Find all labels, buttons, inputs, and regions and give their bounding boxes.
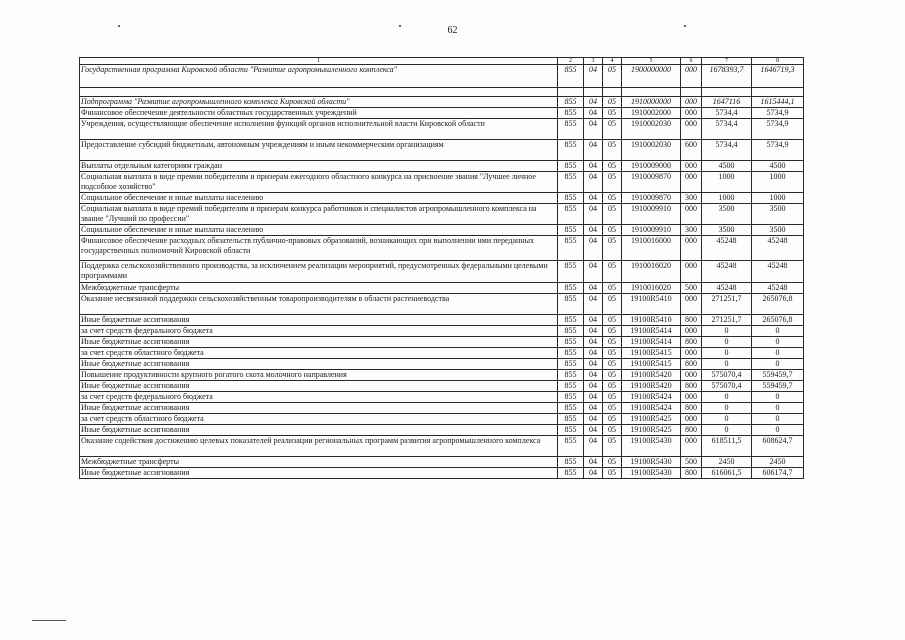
subsection-code-cell: 05: [603, 225, 622, 236]
subsection-code-cell: 05: [603, 468, 622, 479]
amount-year-1-cell: 0: [702, 326, 752, 337]
section-code-cell: 04: [584, 315, 603, 326]
amount-year-2-cell: 0: [752, 337, 804, 348]
admin-code-cell: 855: [558, 403, 584, 414]
subsection-code-cell: 05: [603, 261, 622, 283]
amount-year-1-cell: 271251,7: [702, 294, 752, 315]
admin-code-cell: 855: [558, 414, 584, 425]
amount-year-2-cell: 3500: [752, 204, 804, 225]
table-row: [80, 204, 804, 225]
expense-type-code-cell: 800: [681, 337, 702, 348]
section-code-cell: 04: [584, 468, 603, 479]
amount-year-1-cell: 45248: [702, 261, 752, 283]
amount-year-2-cell: 45248: [752, 236, 804, 261]
amount-year-2-cell: 45248: [752, 261, 804, 283]
target-item-code-cell: 1910016000: [622, 236, 681, 261]
amount-year-1-cell: 3500: [702, 225, 752, 236]
amount-year-2-cell: 0: [752, 414, 804, 425]
table-row: [80, 119, 804, 140]
subsection-code-cell: 05: [603, 108, 622, 119]
expense-type-code-cell: 000: [681, 436, 702, 457]
admin-code-cell: 855: [558, 236, 584, 261]
amount-year-2-cell: 0: [752, 348, 804, 359]
section-code-cell: 04: [584, 225, 603, 236]
admin-code-cell: 855: [558, 65, 584, 88]
amount-year-1-cell: 616061,5: [702, 468, 752, 479]
admin-code-cell: 855: [558, 172, 584, 193]
row-name-cell: Учреждения, осуществляющие обеспечение исполнения функций органов исполнительной власти Кировской области: [80, 119, 558, 140]
section-code-cell: 04: [584, 108, 603, 119]
blank-cell: [681, 88, 702, 97]
expense-type-code-cell: 800: [681, 315, 702, 326]
target-item-code-cell: 1910009870: [622, 172, 681, 193]
table-row: [80, 294, 804, 315]
amount-year-1-cell: 45248: [702, 236, 752, 261]
table-row: [80, 392, 804, 403]
section-code-cell: 04: [584, 119, 603, 140]
admin-code-cell: 855: [558, 204, 584, 225]
target-item-code-cell: 19100R5425: [622, 425, 681, 436]
amount-year-2-cell: 1615444,1: [752, 97, 804, 108]
column-number: 2: [558, 58, 584, 65]
section-code-cell: 04: [584, 172, 603, 193]
column-number: 3: [584, 58, 603, 65]
row-name-cell: Межбюджетные трансферты: [80, 457, 558, 468]
section-code-cell: 04: [584, 381, 603, 392]
table-row: [80, 108, 804, 119]
admin-code-cell: 855: [558, 348, 584, 359]
admin-code-cell: 855: [558, 326, 584, 337]
section-code-cell: 04: [584, 65, 603, 88]
table-row: [80, 172, 804, 193]
admin-code-cell: 855: [558, 359, 584, 370]
expense-type-code-cell: 800: [681, 359, 702, 370]
section-code-cell: 04: [584, 261, 603, 283]
section-code-cell: 04: [584, 359, 603, 370]
row-name-cell: Иные бюджетные ассигнования: [80, 337, 558, 348]
table-body: [80, 58, 804, 479]
row-name-cell: Оказание содействия достижению целевых показателей реализации региональных программ развития агропромышленного комплекса: [80, 436, 558, 457]
expense-type-code-cell: 500: [681, 283, 702, 294]
section-code-cell: 04: [584, 283, 603, 294]
table-row: [80, 326, 804, 337]
expense-type-code-cell: 800: [681, 381, 702, 392]
row-name-cell: Социальная выплата в виде премии победителям и призерам ежегодного областного конкурса на присвоение звания "Лучшее личное подсобное хозяйство": [80, 172, 558, 193]
amount-year-2-cell: 3500: [752, 225, 804, 236]
target-item-code-cell: 1910009870: [622, 193, 681, 204]
target-item-code-cell: 1910009910: [622, 204, 681, 225]
table-row: [80, 261, 804, 283]
subsection-code-cell: 05: [603, 348, 622, 359]
table-row: [80, 370, 804, 381]
section-code-cell: 04: [584, 370, 603, 381]
section-code-cell: 04: [584, 337, 603, 348]
amount-year-1-cell: 5734,4: [702, 108, 752, 119]
row-name-cell: за счет средств областного бюджета: [80, 414, 558, 425]
expense-type-code-cell: 000: [681, 414, 702, 425]
target-item-code-cell: 19100R5420: [622, 370, 681, 381]
target-item-code-cell: 19100R5414: [622, 326, 681, 337]
section-code-cell: 04: [584, 236, 603, 261]
amount-year-1-cell: 45248: [702, 283, 752, 294]
table-row: [80, 236, 804, 261]
section-code-cell: 04: [584, 193, 603, 204]
subsection-code-cell: 05: [603, 140, 622, 161]
amount-year-1-cell: 1000: [702, 193, 752, 204]
expense-type-code-cell: 000: [681, 108, 702, 119]
table-row: [80, 337, 804, 348]
amount-year-2-cell: 5734,9: [752, 140, 804, 161]
subsection-code-cell: 05: [603, 326, 622, 337]
amount-year-2-cell: 265076,8: [752, 294, 804, 315]
target-item-code-cell: 19100R5425: [622, 414, 681, 425]
subsection-code-cell: 05: [603, 457, 622, 468]
footnote-rule: [32, 620, 66, 621]
amount-year-1-cell: 0: [702, 337, 752, 348]
expense-type-code-cell: 500: [681, 457, 702, 468]
row-name-cell: Иные бюджетные ассигнования: [80, 468, 558, 479]
section-code-cell: 04: [584, 294, 603, 315]
admin-code-cell: 855: [558, 315, 584, 326]
amount-year-1-cell: 1000: [702, 172, 752, 193]
row-name-cell: Межбюджетные трансферты: [80, 283, 558, 294]
row-name-cell: Повышение продуктивности крупного рогатого скота молочного направления: [80, 370, 558, 381]
target-item-code-cell: 19100R5415: [622, 359, 681, 370]
page-number: 62: [447, 25, 458, 36]
section-code-cell: 04: [584, 425, 603, 436]
subsection-code-cell: 05: [603, 119, 622, 140]
expense-type-code-cell: 000: [681, 161, 702, 172]
amount-year-2-cell: 606174,7: [752, 468, 804, 479]
row-name-cell: Иные бюджетные ассигнования: [80, 381, 558, 392]
row-name-cell: за счет средств областного бюджета: [80, 348, 558, 359]
expense-type-code-cell: 800: [681, 403, 702, 414]
admin-code-cell: 855: [558, 381, 584, 392]
row-name-cell: Иные бюджетные ассигнования: [80, 359, 558, 370]
column-number: 8: [752, 58, 804, 65]
admin-code-cell: 855: [558, 140, 584, 161]
blank-cell: [622, 88, 681, 97]
admin-code-cell: 855: [558, 425, 584, 436]
admin-code-cell: 855: [558, 97, 584, 108]
target-item-code-cell: 19100R5420: [622, 381, 681, 392]
admin-code-cell: 855: [558, 225, 584, 236]
admin-code-cell: 855: [558, 108, 584, 119]
row-name-cell: Подпрограмма "Развитие агропромышленного комплекса Кировской области": [80, 97, 558, 108]
admin-code-cell: 855: [558, 337, 584, 348]
amount-year-2-cell: 4500: [752, 161, 804, 172]
subsection-code-cell: 05: [603, 414, 622, 425]
expense-type-code-cell: 300: [681, 193, 702, 204]
row-name-cell: Выплаты отдельным категориям граждан: [80, 161, 558, 172]
amount-year-2-cell: 1000: [752, 172, 804, 193]
expense-type-code-cell: 300: [681, 225, 702, 236]
target-item-code-cell: 1910002000: [622, 108, 681, 119]
table-row: [80, 403, 804, 414]
table-row: [80, 425, 804, 436]
row-name-cell: Иные бюджетные ассигнования: [80, 403, 558, 414]
amount-year-2-cell: 0: [752, 359, 804, 370]
expense-type-code-cell: 600: [681, 140, 702, 161]
admin-code-cell: 855: [558, 294, 584, 315]
section-code-cell: 04: [584, 403, 603, 414]
subsection-code-cell: 05: [603, 97, 622, 108]
table-row: [80, 436, 804, 457]
section-code-cell: 04: [584, 392, 603, 403]
amount-year-1-cell: 0: [702, 403, 752, 414]
target-item-code-cell: 19100R5430: [622, 436, 681, 457]
target-item-code-cell: 19100R5430: [622, 457, 681, 468]
row-name-cell: Социальное обеспечение и иные выплаты населению: [80, 193, 558, 204]
expense-type-code-cell: 000: [681, 204, 702, 225]
table-row: [80, 140, 804, 161]
target-item-code-cell: 1910000000: [622, 97, 681, 108]
target-item-code-cell: 19100R5410: [622, 294, 681, 315]
target-item-code-cell: 1900000000: [622, 65, 681, 88]
admin-code-cell: 855: [558, 457, 584, 468]
section-code-cell: 04: [584, 97, 603, 108]
blank-cell: [558, 88, 584, 97]
expense-type-code-cell: 800: [681, 468, 702, 479]
amount-year-1-cell: 0: [702, 348, 752, 359]
expense-type-code-cell: 000: [681, 65, 702, 88]
expense-type-code-cell: 000: [681, 261, 702, 283]
subsection-code-cell: 05: [603, 283, 622, 294]
subsection-code-cell: 05: [603, 315, 622, 326]
target-item-code-cell: 19100R5424: [622, 392, 681, 403]
row-name-cell: Иные бюджетные ассигнования: [80, 425, 558, 436]
subsection-code-cell: 05: [603, 161, 622, 172]
table-row: [80, 315, 804, 326]
target-item-code-cell: 19100R5415: [622, 348, 681, 359]
section-code-cell: 04: [584, 414, 603, 425]
table-row: [80, 97, 804, 108]
row-name-cell: Поддержка сельскохозяйственного производства, за исключением реализации мероприятий, предусмотренных федеральными целевыми программами: [80, 261, 558, 283]
admin-code-cell: 855: [558, 261, 584, 283]
subsection-code-cell: 05: [603, 65, 622, 88]
section-code-cell: 04: [584, 326, 603, 337]
admin-code-cell: 855: [558, 161, 584, 172]
subsection-code-cell: 05: [603, 294, 622, 315]
amount-year-2-cell: 1646719,3: [752, 65, 804, 88]
amount-year-2-cell: 5734,9: [752, 108, 804, 119]
expense-type-code-cell: 000: [681, 294, 702, 315]
table-row: [80, 414, 804, 425]
amount-year-1-cell: 1647116: [702, 97, 752, 108]
row-name-cell: Финансовое обеспечение расходных обязательств публично-правовых образований, возникающих при выполнении ими переданных государственных полномочий Кировской области: [80, 236, 558, 261]
amount-year-2-cell: 265076,8: [752, 315, 804, 326]
amount-year-2-cell: 2450: [752, 457, 804, 468]
admin-code-cell: 855: [558, 468, 584, 479]
subsection-code-cell: 05: [603, 370, 622, 381]
amount-year-2-cell: 608624,7: [752, 436, 804, 457]
target-item-code-cell: 1910002030: [622, 119, 681, 140]
blank-cell: [752, 88, 804, 97]
expense-type-code-cell: 000: [681, 370, 702, 381]
section-code-cell: 04: [584, 348, 603, 359]
budget-table: [79, 57, 804, 479]
row-name-cell: Предоставление субсидий бюджетным, автономным учреждениям и иным некоммерческим организациям: [80, 140, 558, 161]
admin-code-cell: 855: [558, 370, 584, 381]
blank-cell: [584, 88, 603, 97]
expense-type-code-cell: 000: [681, 236, 702, 261]
target-item-code-cell: 19100R5414: [622, 337, 681, 348]
target-item-code-cell: 1910002030: [622, 140, 681, 161]
amount-year-1-cell: 5734,4: [702, 119, 752, 140]
row-name-cell: Государственная программа Кировской области "Развитие агропромышленного комплекса": [80, 65, 558, 88]
amount-year-1-cell: 0: [702, 359, 752, 370]
amount-year-2-cell: 559459,7: [752, 370, 804, 381]
subsection-code-cell: 05: [603, 403, 622, 414]
target-item-code-cell: 1910009910: [622, 225, 681, 236]
target-item-code-cell: 1910009000: [622, 161, 681, 172]
row-name-cell: Иные бюджетные ассигнования: [80, 315, 558, 326]
admin-code-cell: 855: [558, 392, 584, 403]
section-code-cell: 04: [584, 140, 603, 161]
subsection-code-cell: 05: [603, 337, 622, 348]
row-name-cell: Социальное обеспечение и иные выплаты населению: [80, 225, 558, 236]
row-name-cell: Финансовое обеспечение деятельности областных государственных учреждений: [80, 108, 558, 119]
expense-type-code-cell: 000: [681, 326, 702, 337]
amount-year-1-cell: 0: [702, 425, 752, 436]
row-name-cell: Социальная выплата в виде премий победителям и призерам конкурса работников и специалистов агропромышленного комплекса на звание "Лучший по профессии": [80, 204, 558, 225]
column-number: 5: [622, 58, 681, 65]
amount-year-2-cell: 1000: [752, 193, 804, 204]
column-number-row: [80, 58, 804, 65]
amount-year-1-cell: 2450: [702, 457, 752, 468]
table-row: [80, 225, 804, 236]
amount-year-1-cell: 4500: [702, 161, 752, 172]
section-code-cell: 04: [584, 457, 603, 468]
table-row: [80, 283, 804, 294]
blank-cell: [702, 88, 752, 97]
expense-type-code-cell: 000: [681, 348, 702, 359]
subsection-code-cell: 05: [603, 236, 622, 261]
table-row: [80, 193, 804, 204]
expense-type-code-cell: 000: [681, 119, 702, 140]
blank-row: [80, 88, 804, 97]
amount-year-2-cell: 559459,7: [752, 381, 804, 392]
table-row: [80, 381, 804, 392]
expense-type-code-cell: 000: [681, 97, 702, 108]
subsection-code-cell: 05: [603, 172, 622, 193]
table-row: [80, 468, 804, 479]
admin-code-cell: 855: [558, 436, 584, 457]
admin-code-cell: 855: [558, 193, 584, 204]
subsection-code-cell: 05: [603, 425, 622, 436]
target-item-code-cell: 19100R5410: [622, 315, 681, 326]
table-row: [80, 65, 804, 88]
subsection-code-cell: 05: [603, 359, 622, 370]
amount-year-2-cell: 0: [752, 392, 804, 403]
column-number: 1: [80, 58, 558, 65]
subsection-code-cell: 05: [603, 193, 622, 204]
row-name-cell: за счет средств федерального бюджета: [80, 326, 558, 337]
expense-type-code-cell: 000: [681, 172, 702, 193]
amount-year-1-cell: 1678393,7: [702, 65, 752, 88]
amount-year-2-cell: 0: [752, 326, 804, 337]
subsection-code-cell: 05: [603, 392, 622, 403]
amount-year-1-cell: 5734,4: [702, 140, 752, 161]
table-row: [80, 457, 804, 468]
section-code-cell: 04: [584, 204, 603, 225]
target-item-code-cell: 19100R5424: [622, 403, 681, 414]
subsection-code-cell: 05: [603, 436, 622, 457]
column-number: 6: [681, 58, 702, 65]
admin-code-cell: 855: [558, 119, 584, 140]
table-row: [80, 161, 804, 172]
blank-cell: [603, 88, 622, 97]
expense-type-code-cell: 800: [681, 425, 702, 436]
amount-year-2-cell: 0: [752, 403, 804, 414]
amount-year-1-cell: 618511,5: [702, 436, 752, 457]
amount-year-1-cell: 575070,4: [702, 370, 752, 381]
column-number: 7: [702, 58, 752, 65]
amount-year-2-cell: 0: [752, 425, 804, 436]
amount-year-1-cell: 575070,4: [702, 381, 752, 392]
table-row: [80, 348, 804, 359]
column-number: 4: [603, 58, 622, 65]
amount-year-2-cell: 5734,9: [752, 119, 804, 140]
row-name-cell: Оказание несвязанной поддержки сельскохозяйственным товаропроизводителям в области растениеводства: [80, 294, 558, 315]
target-item-code-cell: 1910016020: [622, 283, 681, 294]
row-name-cell: за счет средств федерального бюджета: [80, 392, 558, 403]
section-code-cell: 04: [584, 161, 603, 172]
amount-year-1-cell: 0: [702, 392, 752, 403]
expense-type-code-cell: 000: [681, 392, 702, 403]
admin-code-cell: 855: [558, 283, 584, 294]
amount-year-2-cell: 45248: [752, 283, 804, 294]
section-code-cell: 04: [584, 436, 603, 457]
blank-cell: [80, 88, 558, 97]
amount-year-1-cell: 0: [702, 414, 752, 425]
amount-year-1-cell: 271251,7: [702, 315, 752, 326]
target-item-code-cell: 1910016020: [622, 261, 681, 283]
target-item-code-cell: 19100R5430: [622, 468, 681, 479]
subsection-code-cell: 05: [603, 204, 622, 225]
table-row: [80, 359, 804, 370]
subsection-code-cell: 05: [603, 381, 622, 392]
amount-year-1-cell: 3500: [702, 204, 752, 225]
